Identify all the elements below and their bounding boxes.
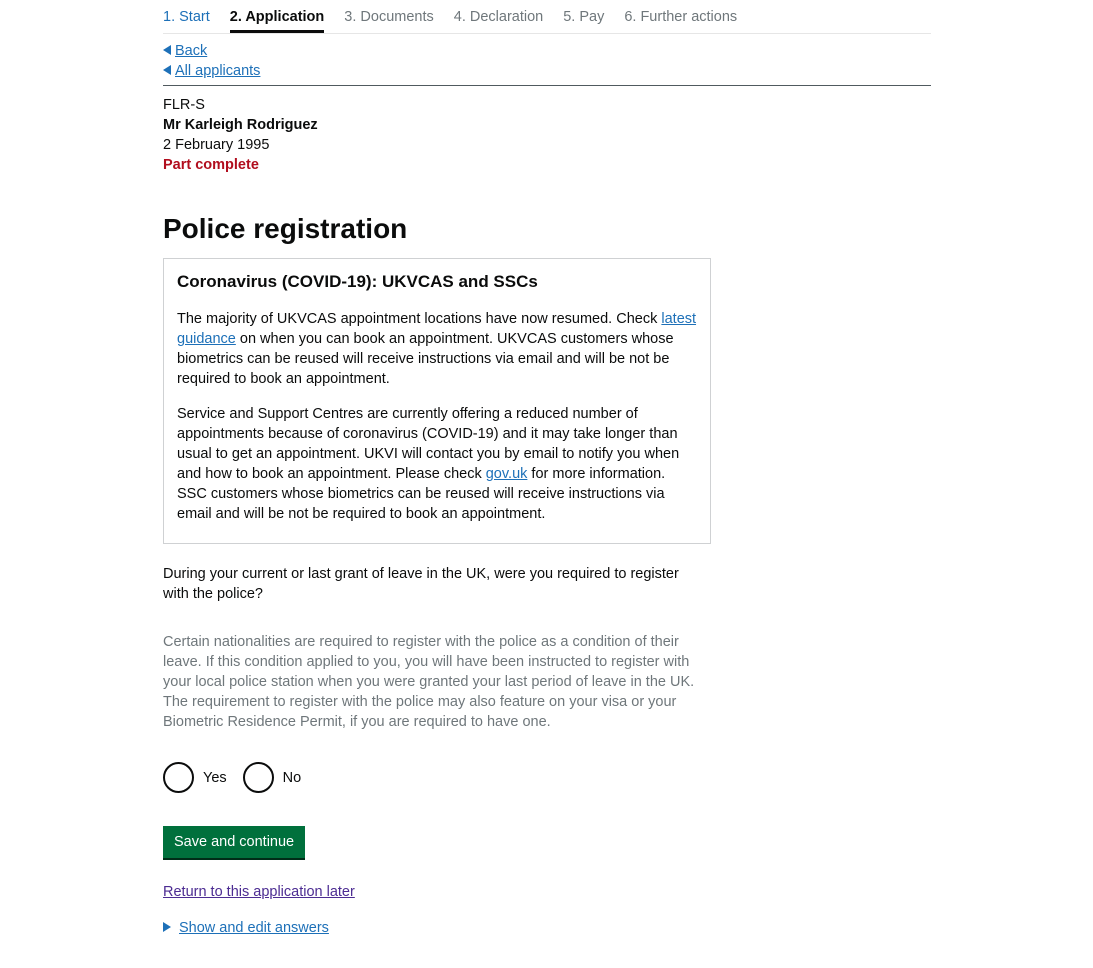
radio-group [163, 762, 931, 793]
radio-circle-icon[interactable] [163, 762, 194, 793]
show-edit-answers-label[interactable]: Show and edit answers [179, 920, 329, 936]
save-and-continue-button[interactable]: Save and continue [163, 826, 305, 858]
notice-paragraph-1 [177, 309, 697, 389]
step-further-actions: 6. Further actions [624, 9, 738, 25]
latest-guidance-link[interactable]: latest guidance [177, 311, 697, 347]
notice-p1-text-after: on when you can book an appointment. UKVCAS customers whose biometrics can be reused will receive instructions via email and will be not be required to book an appointment. [177, 331, 674, 387]
step-application: 2. Application [230, 0, 325, 33]
back-arrow-icon [163, 65, 171, 75]
notice-p1-text: The majority of UKVCAS appointment locations have now resumed. Check [177, 311, 662, 327]
applicant-name: Mr Karleigh Rodriguez [163, 117, 318, 133]
back-link-label: Back [175, 43, 208, 59]
radio-yes-label[interactable]: Yes [203, 769, 227, 786]
step-declaration: 4. Declaration [453, 9, 544, 25]
notice-p2-text-after: for more information. SSC customers whose biometrics can be reused will receive instructions via email and will be not be required to book an appointment. [177, 466, 666, 522]
radio-yes[interactable] [163, 762, 227, 793]
step-navigation [163, 0, 931, 34]
radio-circle-icon[interactable] [243, 762, 274, 793]
step-pay: 5. Pay [563, 9, 605, 25]
back-arrow-icon [163, 45, 171, 55]
step-start[interactable]: 1. Start [163, 9, 210, 25]
notice-paragraph-2 [177, 404, 697, 524]
show-edit-answers-toggle[interactable] [163, 918, 931, 938]
application-route: FLR-S [163, 97, 205, 113]
step-documents: 3. Documents [344, 9, 434, 25]
section-divider [163, 85, 931, 86]
triangle-right-icon [163, 922, 171, 932]
question-text: During your current or last grant of leave in the UK, were you required to register with the police? [163, 566, 679, 602]
radio-no[interactable] [243, 762, 302, 793]
radio-no-label[interactable]: No [282, 769, 302, 786]
page-wrapper [163, 0, 931, 938]
notice-title: Coronavirus (COVID-19): UKVCAS and SSCs [177, 272, 538, 291]
applicant-summary [163, 95, 931, 175]
all-applicants-label: All applicants [175, 63, 261, 79]
page-title: Police registration [163, 213, 408, 244]
applicant-dob: 2 February 1995 [163, 137, 270, 153]
return-later-link[interactable]: Return to this application later [163, 884, 355, 900]
hint-text: Certain nationalities are required to register with the police as a condition of their leave. If this condition applied to you, you will have been instructed to register with your local police station when you were granted your last period of leave in the UK. The requirement to register with the police may also feature on your visa or your Biometric Residence Permit, if you are required to have one. [163, 634, 695, 730]
notice-p2-text: Service and Support Centres are currently offering a reduced number of appointments because of coronavirus (COVID-19) and it may take longer than usual to get an appointment. UKVI will contact you by email to notify you when and how to book an appointment. Please check [177, 406, 680, 482]
all-applicants-link[interactable] [163, 61, 931, 81]
gov-uk-link[interactable]: gov.uk [485, 466, 528, 482]
status-badge: Part complete [163, 157, 259, 173]
back-link[interactable] [163, 41, 931, 61]
back-links [163, 41, 931, 81]
covid-notice [163, 258, 711, 544]
